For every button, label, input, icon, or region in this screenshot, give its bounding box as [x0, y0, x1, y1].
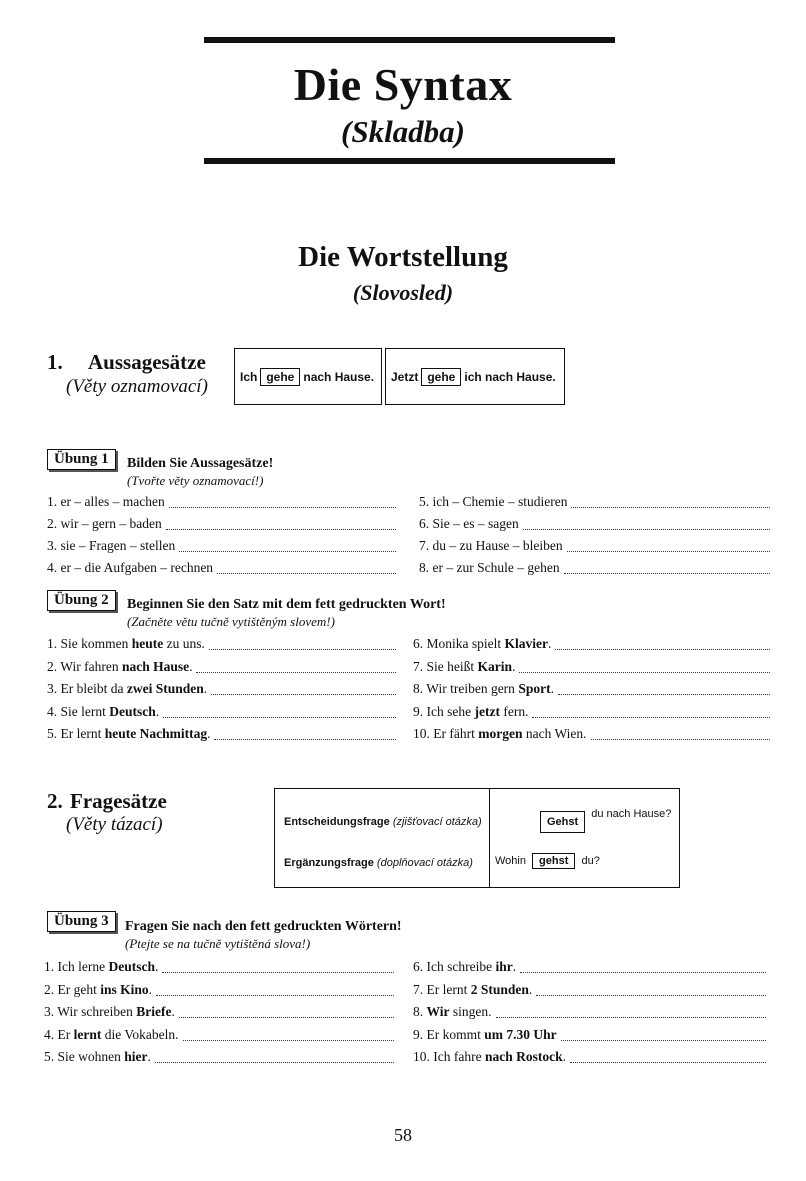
example2-pre: Jetzt — [391, 370, 419, 384]
item-number: 9. — [413, 1026, 424, 1042]
answer-line[interactable] — [561, 1040, 766, 1041]
answer-line[interactable] — [179, 1017, 394, 1018]
item-number: 1. — [47, 636, 58, 651]
item-bold: heute Nachmittag — [104, 726, 208, 741]
exercise-item — [47, 636, 205, 652]
exercise-item — [44, 959, 158, 975]
part1-subtitle: (Věty oznamovací) — [66, 376, 208, 397]
item-post: . — [512, 658, 516, 674]
item-pre: Ich schreibe — [426, 959, 493, 974]
exercise-item — [413, 1004, 492, 1020]
example1-verb: gehe — [260, 368, 300, 386]
exercise-item — [419, 516, 519, 532]
exercise-item — [44, 1027, 179, 1043]
row2-rest: du? — [581, 855, 600, 867]
answer-line[interactable] — [520, 972, 766, 973]
item-pre: Sie kommen — [60, 636, 129, 651]
row2-label-cz: (doplňovací otázka) — [376, 857, 473, 869]
example-box-1 — [234, 348, 382, 405]
item-text: 8. er – zur Schule – gehen — [419, 560, 560, 575]
item-bold: jetzt — [474, 703, 500, 719]
answer-line[interactable] — [166, 529, 396, 530]
item-text: 4. er – die Aufgaben – rechnen — [47, 560, 214, 575]
item-post: nach Wien. — [522, 726, 587, 741]
answer-line[interactable] — [196, 672, 396, 673]
answer-line[interactable] — [156, 995, 394, 996]
item-bold: 2 Stunden — [470, 981, 529, 997]
exercise-item — [47, 659, 192, 675]
answer-line[interactable] — [217, 573, 396, 574]
row1-label — [284, 816, 484, 828]
item-number: 2. — [44, 981, 55, 997]
exercise-item — [47, 560, 213, 576]
exercise-item — [419, 494, 567, 510]
item-number: 5. — [44, 1049, 55, 1064]
page-title: Die Syntax — [293, 59, 513, 110]
exercise-item — [47, 704, 159, 720]
part2-title: Fragesätze — [70, 789, 167, 813]
item-number: 7. — [413, 658, 424, 674]
item-post: . — [171, 1004, 175, 1019]
item-number: 10. — [413, 726, 430, 741]
item-bold: heute — [131, 636, 164, 651]
row2-example — [495, 853, 600, 869]
item-number: 1. — [44, 959, 55, 974]
top-rule — [204, 37, 615, 43]
item-text: 1. er – alles – machen — [47, 494, 165, 509]
answer-line[interactable] — [183, 1040, 395, 1041]
exercise-item — [413, 704, 528, 720]
answer-line[interactable] — [567, 551, 770, 552]
item-post: zu uns. — [163, 636, 205, 651]
item-post: . — [148, 981, 153, 997]
item-bold: Karin — [477, 658, 513, 674]
item-pre: Ich fahre — [433, 1049, 482, 1064]
item-pre: Ich lerne — [57, 959, 106, 974]
part2-subtitle: (Věty tázací) — [66, 814, 163, 835]
answer-line[interactable] — [523, 529, 770, 530]
answer-line[interactable] — [214, 739, 396, 740]
part2-number: 2. — [47, 789, 63, 813]
exercise2-instruction: Beginnen Sie den Satz mit dem fett gedruckten Wort! — [127, 597, 446, 612]
item-post: . — [203, 681, 208, 696]
item-pre: Sie lernt — [60, 703, 106, 719]
exercise2-translation: (Začněte větu tučně vytištěným slovem!) — [127, 614, 335, 629]
example2-post: ich nach Hause. — [464, 370, 556, 384]
answer-line[interactable] — [163, 717, 396, 718]
answer-line[interactable] — [536, 995, 766, 996]
item-bold: um 7.30 Uhr — [484, 1026, 557, 1042]
exercise-item — [413, 726, 587, 742]
item-text: 3. sie – Fragen – stellen — [47, 538, 176, 553]
answer-line[interactable] — [211, 694, 396, 695]
exercise-item — [47, 538, 175, 554]
item-pre: Wir fahren — [60, 658, 119, 674]
item-bold: Klavier — [504, 636, 548, 651]
question-types-box — [274, 788, 680, 888]
exercise-item — [419, 560, 560, 576]
item-pre: Sie heißt — [426, 658, 475, 674]
item-bold: zwei Stunden — [126, 681, 204, 696]
item-pre: Er geht — [57, 981, 97, 997]
exercise-item — [47, 726, 210, 742]
answer-line[interactable] — [570, 1062, 766, 1063]
item-bold: morgen — [478, 726, 523, 741]
item-post: . — [189, 658, 193, 674]
exercise-item — [413, 1027, 557, 1043]
item-bold: Wir — [426, 1004, 450, 1019]
page-number: 58 — [394, 1125, 412, 1145]
answer-line[interactable] — [564, 573, 770, 574]
item-post: . — [147, 1049, 151, 1064]
item-pre: Monika spielt — [426, 636, 502, 651]
item-bold: nach Rostock — [484, 1049, 563, 1064]
item-pre: Wir schreiben — [57, 1004, 133, 1019]
item-post: . — [550, 681, 554, 696]
example-box-2 — [385, 348, 565, 405]
page-subtitle: (Skladba) — [341, 114, 465, 149]
item-pre: Ich sehe — [426, 703, 472, 719]
item-pre: Er lernt — [426, 981, 468, 997]
answer-line[interactable] — [155, 1062, 394, 1063]
item-number: 8. — [413, 681, 424, 696]
item-number: 3. — [47, 681, 58, 696]
answer-line[interactable] — [179, 551, 396, 552]
item-pre: Wir treiben gern — [426, 681, 515, 696]
part1-title: Aussagesätze — [88, 350, 206, 374]
exercise-item — [44, 982, 152, 998]
exercise-item — [413, 636, 551, 652]
exercise-item — [413, 681, 554, 697]
item-pre: Er kommt — [426, 1026, 481, 1042]
item-bold: ins Kino — [100, 981, 149, 997]
exercise-item — [44, 1049, 151, 1065]
item-number: 4. — [47, 703, 58, 719]
item-number: 10. — [413, 1049, 430, 1064]
exercise2-label: Übung 2 — [47, 590, 116, 611]
item-number: 6. — [413, 636, 424, 651]
example1-post: nach Hause. — [303, 370, 375, 384]
answer-line[interactable] — [591, 739, 770, 740]
item-post: . — [548, 636, 552, 651]
item-post: . — [207, 726, 211, 741]
item-number: 9. — [413, 703, 424, 719]
item-bold: Sport — [518, 681, 551, 696]
item-text: 7. du – zu Hause – bleiben — [419, 538, 563, 553]
exercise3-translation: (Ptejte se na tučně vytištěná slova!) — [125, 936, 311, 951]
answer-line[interactable] — [496, 1017, 767, 1018]
item-number: 7. — [413, 981, 424, 997]
answer-line[interactable] — [532, 717, 770, 718]
exercise1-label: Übung 1 — [47, 449, 116, 470]
item-text: 6. Sie – es – sagen — [419, 516, 519, 531]
answer-line[interactable] — [169, 507, 396, 508]
row2-label — [284, 857, 473, 869]
item-pre: Er — [57, 1026, 71, 1042]
item-number: 4. — [44, 1026, 55, 1042]
bottom-rule — [204, 158, 615, 164]
item-pre: Er bleibt da — [60, 681, 124, 696]
question-divider — [489, 789, 490, 887]
row1-rest: du nach Hause? — [591, 808, 672, 820]
item-number: 8. — [413, 1004, 424, 1019]
item-text: 5. ich – Chemie – studieren — [419, 494, 568, 509]
item-bold: Briefe — [136, 1004, 172, 1019]
answer-line[interactable] — [162, 972, 394, 973]
row2-pre: Wohin — [495, 855, 526, 867]
item-pre: Er fährt — [433, 726, 475, 741]
item-bold: Deutsch — [108, 959, 155, 974]
exercise-item — [413, 982, 532, 998]
item-post: . — [562, 1049, 566, 1064]
row1-label-de: Entscheidungsfrage — [284, 816, 390, 828]
item-pre: Er lernt — [60, 726, 102, 741]
item-number: 3. — [44, 1004, 55, 1019]
item-number: 5. — [47, 726, 58, 741]
row2-label-de: Ergänzungsfrage — [284, 857, 374, 869]
exercise-item — [44, 1004, 175, 1020]
item-pre: Sie wohnen — [57, 1049, 121, 1064]
exercise1-instruction: Bilden Sie Aussagesätze! — [127, 456, 274, 471]
section-subtitle: (Slovosled) — [352, 280, 454, 305]
exercise3-label: Übung 3 — [47, 911, 116, 932]
row1-verb: Gehst — [540, 811, 585, 833]
part1-number: 1. — [47, 350, 63, 374]
item-number: 2. — [47, 658, 58, 674]
row2-verb: gehst — [532, 853, 575, 869]
example1-pre: Ich — [240, 370, 258, 384]
answer-line[interactable] — [558, 694, 770, 695]
item-text: 2. wir – gern – baden — [47, 516, 162, 531]
item-post: die Vokabeln. — [101, 1026, 179, 1042]
answer-line[interactable] — [555, 649, 770, 650]
example2-verb: gehe — [421, 368, 461, 386]
item-bold: hier — [124, 1049, 148, 1064]
answer-line[interactable] — [571, 507, 770, 508]
item-bold: nach Hause — [121, 658, 190, 674]
item-number: 6. — [413, 959, 424, 974]
item-post: fern. — [499, 703, 529, 719]
exercise-item — [47, 681, 207, 697]
exercise-item — [413, 959, 516, 975]
exercise1-translation: (Tvořte věty oznamovací!) — [127, 473, 264, 488]
item-post: . — [155, 703, 160, 719]
item-post: singen. — [449, 1004, 492, 1019]
item-post: . — [154, 959, 159, 974]
exercise3-instruction: Fragen Sie nach den fett gedruckten Wörtern! — [125, 919, 402, 934]
item-bold: ihr — [495, 959, 513, 974]
item-post: . — [512, 959, 517, 974]
item-post: . — [528, 981, 533, 997]
answer-line[interactable] — [209, 649, 396, 650]
exercise-item — [413, 659, 515, 675]
exercise-item — [419, 538, 563, 554]
row1-example — [537, 808, 672, 833]
item-bold: Deutsch — [109, 703, 156, 719]
exercise-item — [47, 516, 162, 532]
item-bold: lernt — [73, 1026, 102, 1042]
exercise-item — [413, 1049, 566, 1065]
row1-label-cz: (zjišťovací otázka) — [392, 816, 482, 828]
section-title: Die Wortstellung — [298, 241, 508, 273]
exercise-item — [47, 494, 165, 510]
answer-line[interactable] — [519, 672, 770, 673]
